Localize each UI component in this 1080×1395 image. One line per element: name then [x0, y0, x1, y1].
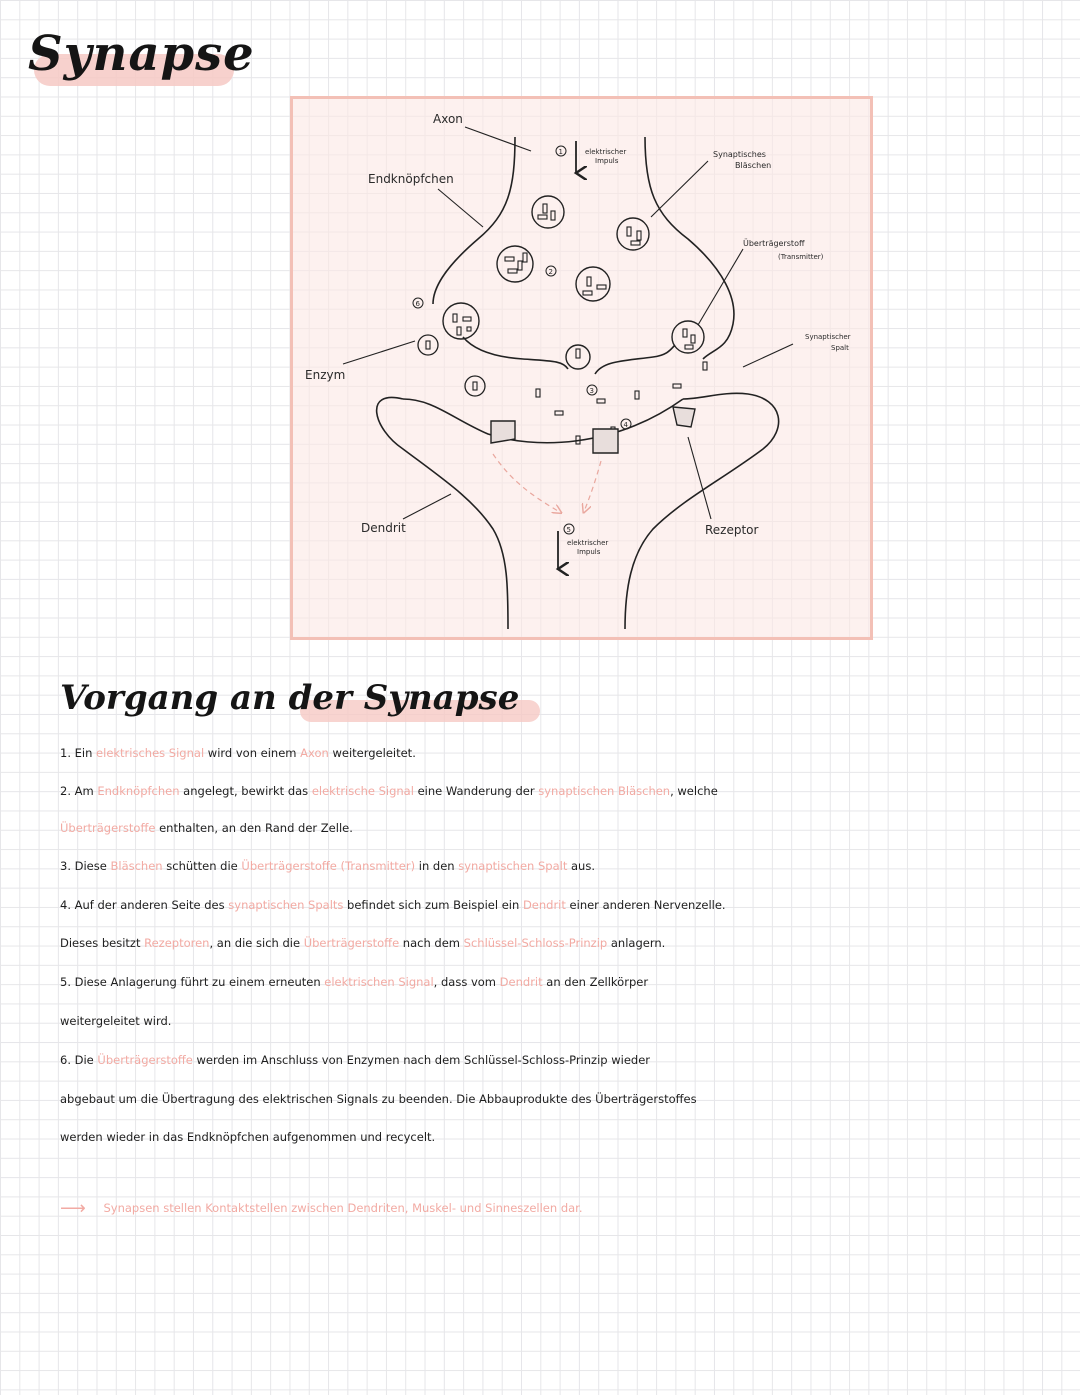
postsynaptic-membrane — [403, 399, 683, 443]
text-segment: weitergeleitet. — [328, 746, 416, 760]
highlighted-term: Dendrit — [522, 898, 566, 912]
text-segment: eine Wanderung der — [413, 784, 539, 798]
highlighted-term: Überträgerstoffe — [303, 936, 400, 950]
highlighted-term: Überträgerstoffe (Transmitter) — [241, 859, 416, 873]
highlighted-term: elektrischen Signal — [324, 975, 434, 989]
text-segment: nach dem — [399, 936, 464, 950]
highlighted-term: Axon — [300, 746, 329, 760]
synapse-diagram — [290, 96, 873, 640]
text-line — [60, 975, 648, 989]
text-segment: anlagern. — [607, 936, 666, 950]
text-segment: einer anderen Nervenzelle. — [565, 898, 726, 912]
label-rezeptor: Rezeptor — [705, 523, 759, 537]
text-segment: , welche — [670, 784, 718, 798]
text-segment: , dass vom — [433, 975, 500, 989]
highlighted-term: Überträgerstoffe — [97, 1053, 193, 1067]
highlighted-term: synaptischen Spalts — [228, 898, 344, 912]
step-1: 1 — [558, 148, 563, 156]
highlighted-term: synaptischen Bläschen — [538, 784, 671, 798]
step-2: 2 — [548, 268, 553, 276]
highlighted-term: elektrische Signal — [311, 784, 414, 798]
signal-path-arrow — [493, 454, 558, 511]
text-segment: 1. Ein — [60, 746, 97, 760]
highlighted-term: Endknöpfchen — [97, 784, 180, 798]
text-line — [60, 1014, 171, 1028]
text-segment: befindet sich zum Beispiel ein — [343, 898, 523, 912]
text-line — [60, 1053, 650, 1067]
text-segment: werden im Anschluss von Enzymen nach dem Schlüssel-Schloss-Prinzip wieder — [192, 1053, 651, 1067]
step-3: 3 — [589, 387, 594, 395]
label-impuls-top-2: Impuls — [595, 157, 619, 165]
text-line — [60, 859, 595, 873]
section-title: Vorgang an der Synapse — [60, 678, 520, 718]
text-line — [60, 1130, 435, 1144]
text-segment: an den Zellkörper — [542, 975, 649, 989]
label-impuls-bottom-2: Impuls — [577, 548, 601, 556]
text-segment: weitergeleitet wird. — [60, 1014, 172, 1028]
text-line — [60, 821, 353, 835]
step-6: 6 — [415, 300, 420, 308]
highlighted-term: Bläschen — [110, 859, 163, 873]
text-line — [60, 1092, 697, 1106]
transmitter-molecules — [426, 204, 707, 444]
receptor — [491, 407, 695, 453]
highlighted-term: Rezeptoren — [144, 936, 210, 950]
text-segment: enthalten, an den Rand der Zelle. — [155, 821, 353, 835]
vesicle — [576, 267, 610, 301]
text-segment: angelegt, bewirkt das — [179, 784, 312, 798]
summary-text: Synapsen stellen Kontaktstellen zwischen Dendriten, Muskel- und Sinneszellen dar. — [103, 1201, 583, 1215]
enzyme — [465, 376, 485, 396]
highlighted-term: Schlüssel-Schloss-Prinzip — [463, 936, 608, 950]
text-segment: 2. Am — [60, 784, 98, 798]
page-title: Synapse — [28, 26, 255, 82]
text-segment: werden wieder in das Endknöpfchen aufgenommen und recycelt. — [60, 1130, 436, 1144]
text-line — [60, 746, 416, 760]
text-segment: in den — [415, 859, 459, 873]
section-title-block — [60, 678, 519, 718]
vesicle-fusing — [672, 321, 704, 353]
label-synaptischer-spalt-2: Spalt — [831, 344, 849, 352]
label-enzym: Enzym — [305, 368, 346, 382]
text-segment: aus. — [567, 859, 595, 873]
text-segment: 5. Diese Anlagerung führt zu einem erneuten — [60, 975, 325, 989]
step-markers — [413, 146, 631, 534]
text-segment: , an die sich die — [209, 936, 304, 950]
highlighted-term: elektrisches Signal — [96, 746, 205, 760]
label-impuls-bottom: elektrischer — [567, 539, 609, 547]
label-uebertraegerstoff: Überträgerstoff — [743, 239, 805, 248]
enzyme — [418, 335, 438, 355]
dendrite-outline — [377, 393, 779, 629]
label-transmitter: (Transmitter) — [778, 253, 824, 261]
text-segment: 3. Diese — [60, 859, 111, 873]
label-synaptisches-blaeschen-2: Bläschen — [735, 161, 772, 170]
arrow-icon: ⟶ — [60, 1198, 86, 1219]
label-synaptisches-blaeschen: Synaptisches — [713, 150, 766, 159]
label-axon: Axon — [433, 112, 463, 126]
label-dendrit: Dendrit — [361, 521, 406, 535]
vesicle — [497, 246, 533, 282]
page-title-block — [28, 26, 255, 82]
highlighted-term: Überträgerstoffe — [60, 821, 156, 835]
text-line — [60, 936, 665, 950]
label-endknoepfchen: Endknöpfchen — [368, 172, 454, 186]
highlighted-term: synaptischen Spalt — [458, 859, 568, 873]
step-5: 5 — [566, 526, 571, 534]
presynaptic-membrane — [463, 337, 675, 374]
text-line — [60, 784, 718, 798]
highlighted-term: Dendrit — [499, 975, 543, 989]
text-segment: 6. Die — [60, 1053, 98, 1067]
synapse-diagram-svg — [293, 99, 870, 637]
summary-line — [60, 1198, 583, 1219]
label-impuls-top: elektrischer — [585, 148, 627, 156]
vesicle — [532, 196, 564, 228]
text-segment: 4. Auf der anderen Seite des — [60, 898, 229, 912]
text-segment: abgebaut um die Übertragung des elektrischen Signals zu beenden. Die Abbauprodukte des Überträgerstoffes — [60, 1092, 697, 1106]
signal-path-arrow — [585, 461, 601, 509]
label-synaptischer-spalt: Synaptischer — [805, 333, 851, 341]
text-segment: wird von einem — [204, 746, 301, 760]
text-segment: Dieses besitzt — [60, 936, 145, 950]
text-line — [60, 898, 726, 912]
step-4: 4 — [623, 421, 628, 429]
text-segment: schütten die — [162, 859, 242, 873]
